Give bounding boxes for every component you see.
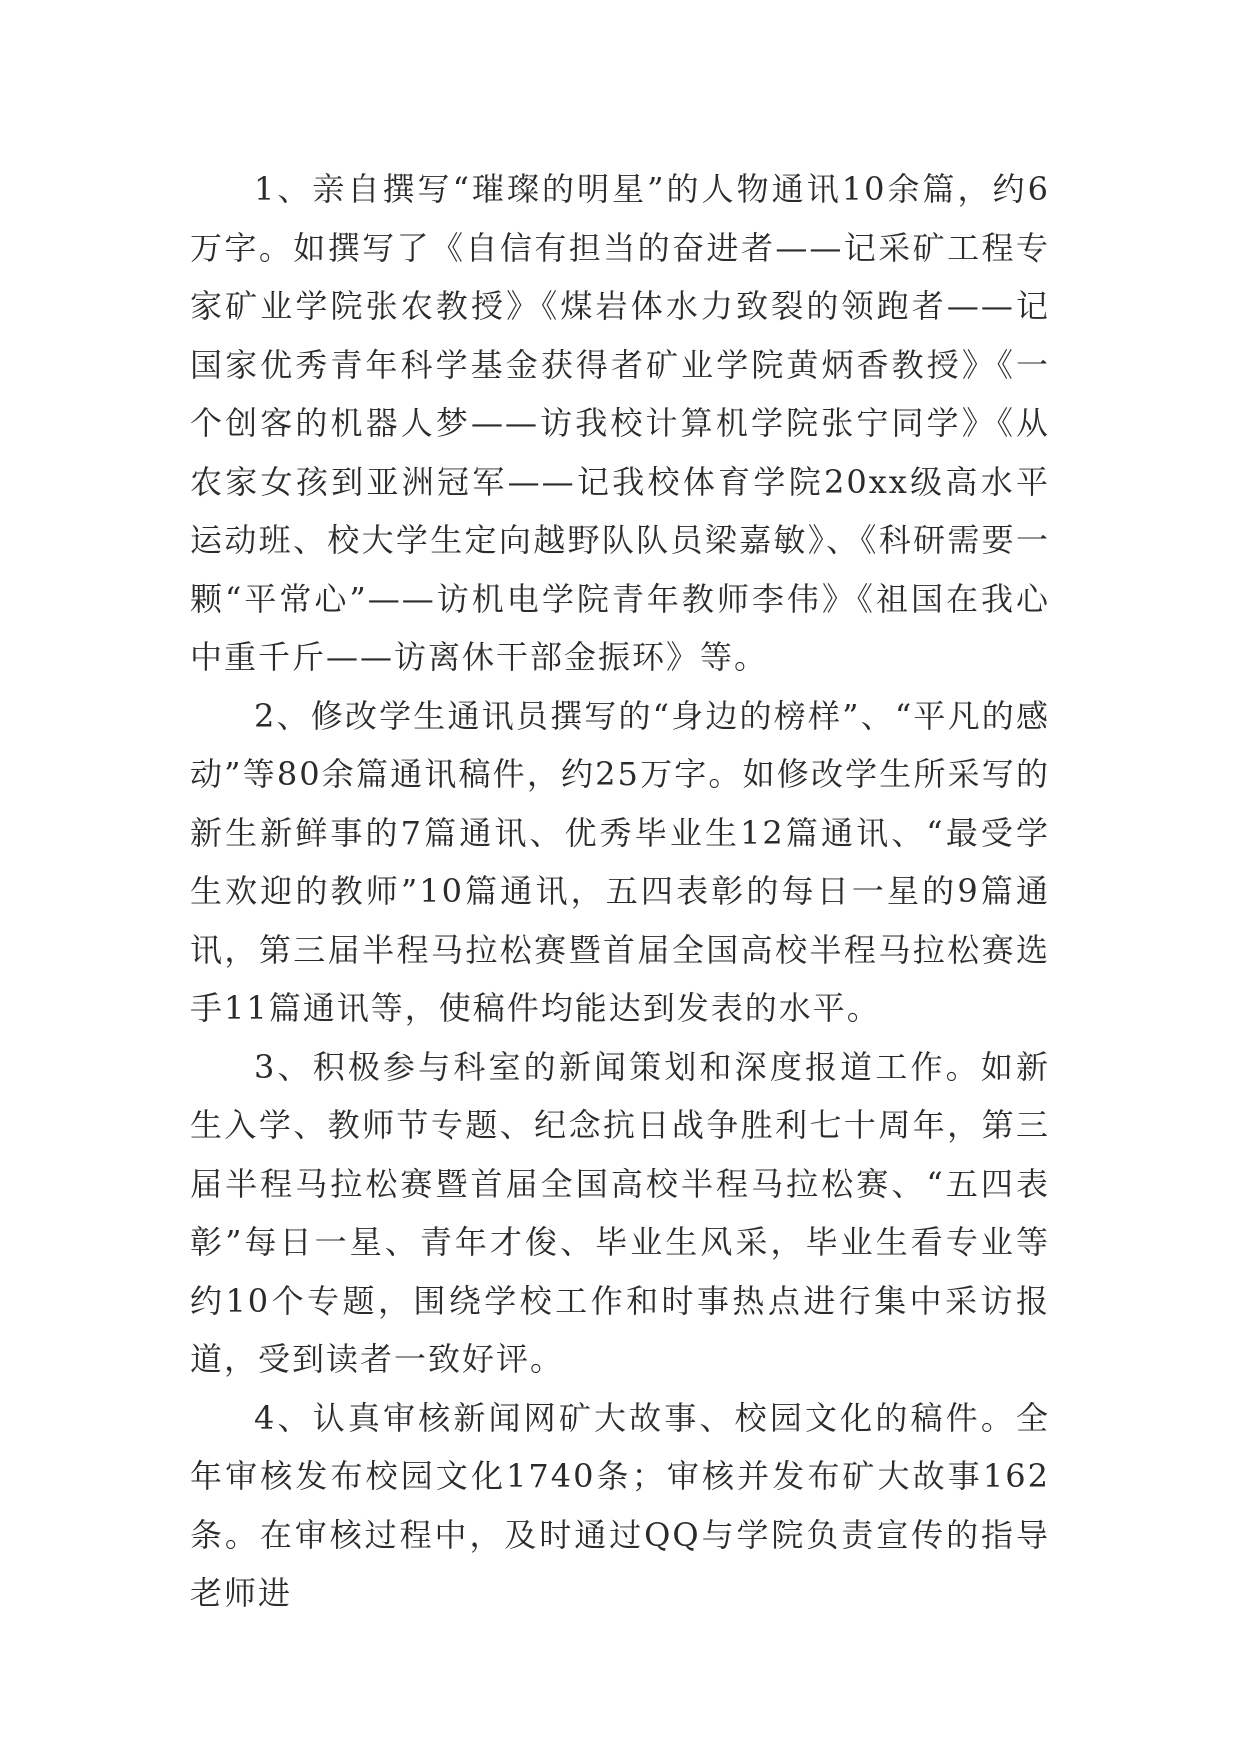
paragraph-4: 4、认真审核新闻网矿大故事、校园文化的稿件。全年审核发布校园文化1740条；审核并发布矿大故事162条。在审核过程中，及时通过QQ与学院负责宣传的指导老师进	[190, 1398, 1050, 1612]
document-body	[190, 160, 1050, 1623]
paragraph-1: 1、亲自撰写“璀璨的明星”的人物通讯10余篇，约6万字。如撰写了《自信有担当的奋进者——记采矿工程专家矿业学院张农教授》《煤岩体水力致裂的领跑者——记国家优秀青年科学基金获得者矿业学院黄炳香教授》《一个创客的机器人梦——访我校计算机学院张宁同学》《从农家女孩到亚洲冠军——记我校体育学院20xx级高水平运动班、校大学生定向越野队队员梁嘉敏》、《科研需要一颗“平常心”——访机电学院青年教师李伟》《祖国在我心中重千斤——访离休干部金振环》等。	[190, 170, 1050, 676]
paragraph-3: 3、积极参与科室的新闻策划和深度报道工作。如新生入学、教师节专题、纪念抗日战争胜利七十周年，第三届半程马拉松赛暨首届全国高校半程马拉松赛、“五四表彰”每日一星、青年才俊、毕业生风采，毕业生看专业等约10个专题，围绕学校工作和时事热点进行集中采访报道，受到读者一致好评。	[190, 1047, 1050, 1378]
paragraph-2: 2、修改学生通讯员撰写的“身边的榜样”、“平凡的感动”等80余篇通讯稿件，约25万字。如修改学生所采写的新生新鲜事的7篇通讯、优秀毕业生12篇通讯、“最受学生欢迎的教师”10篇通讯，五四表彰的每日一星的9篇通讯，第三届半程马拉松赛暨首届全国高校半程马拉松赛选手11篇通讯等，使稿件均能达到发表的水平。	[190, 696, 1050, 1027]
